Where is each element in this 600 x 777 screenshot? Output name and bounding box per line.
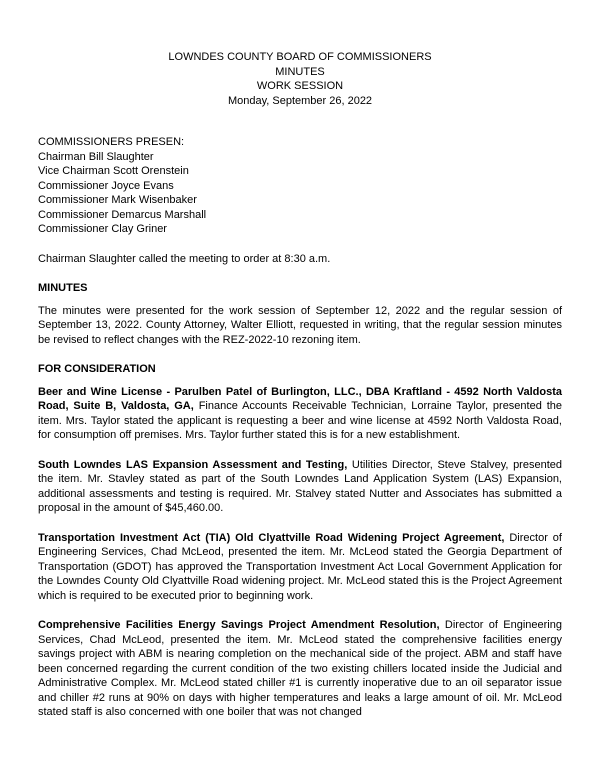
commissioner-name: Commissioner Mark Wisenbaker <box>38 194 197 206</box>
commissioner-name: Commissioner Demarcus Marshall <box>38 208 207 221</box>
consideration-item-body: Director of Engineering Services, Chad McLeod, presented the item. Mr. McLeod stated the Georgia Department of Transportation (GDOT) has approved the Transportation Investment Act Local Government Application for the Lowndes County Old Clyattville Road widening project. Mr. McLeod stated this is the Project Agreement which is required to be executed prior to beginning work. <box>38 531 562 602</box>
section-heading-for-consideration: FOR CONSIDERATION <box>38 363 156 375</box>
commissioner-name: Chairman Bill Slaughter <box>38 150 154 163</box>
consideration-item-beer-wine-license <box>38 385 562 443</box>
header-date: Monday, September 26, 2022 <box>227 94 373 107</box>
header-session-type: WORK SESSION <box>256 80 344 92</box>
consideration-item-body: Director of Engineering Services, Chad McLeod, presented the item. Mr. McLeod stated the comprehensive facilities energy savings project with ABM is nearing completion on the mechanical side of the project. ABM and staff have been concerned regarding the current condition of the two existing chillers located inside the Judicial and Administrative Complex. Mr. McLeod stated chiller #1 is currently inoperative due to an oil separator issue and chiller #2 runs at 90% on days with higher temperatures and leaks a large amount of oil. Mr. McLeod stated staff is also concerned with one boiler that was not changed <box>38 619 562 718</box>
commissioners-present-label: COMMISSIONERS PRESEN: <box>38 136 185 148</box>
consideration-item-las-expansion <box>38 458 562 516</box>
commissioner-name: Vice Chairman Scott Orenstein <box>38 165 189 177</box>
consideration-item-energy-savings <box>38 618 562 720</box>
header-org-name: LOWNDES COUNTY BOARD OF COMMISSIONERS <box>168 51 432 63</box>
consideration-item-body: Utilities Director, Steve Stalvey, presented the item. Mr. Stavley stated as part of the South Lowndes Land Application System (LAS) Expansion, additional assessments and testing is required. Mr. Stalvey stated Nutter and Associates has submitted a proposal in the amount of $45,460.00. <box>38 458 562 514</box>
consideration-item-title: Comprehensive Facilities Energy Savings Project Amendment Resolution, <box>38 619 440 631</box>
call-to-order-line: Chairman Slaughter called the meeting to order at 8:30 a.m. <box>38 252 331 265</box>
consideration-item-tia-road-widening <box>38 531 562 604</box>
commissioners-present-section <box>38 135 562 237</box>
minutes-paragraph: The minutes were presented for the work session of September 12, 2022 and the regular session of September 13, 2022. County Attorney, Walter Elliott, requested in writing, that the regular session minutes be revised to reflect changes with the REZ-2022-10 rezoning item. <box>38 304 562 346</box>
section-heading-minutes: MINUTES <box>38 282 88 294</box>
header-doc-type: MINUTES <box>275 65 325 78</box>
commissioner-name: Commissioner Clay Griner <box>38 223 167 235</box>
document-header <box>38 50 562 108</box>
consideration-item-title: Beer and Wine License - Parulben Patel of Burlington, LLC., DBA Kraftland - 4592 North Valdosta Road, Suite B, Valdosta, GA, <box>38 385 562 412</box>
consideration-item-title: Transportation Investment Act (TIA) Old Clyattville Road Widening Project Agreement, <box>38 531 505 544</box>
commissioner-name: Commissioner Joyce Evans <box>38 179 174 192</box>
consideration-item-title: South Lowndes LAS Expansion Assessment and Testing, <box>38 458 348 471</box>
consideration-item-body: Finance Accounts Receivable Technician, Lorraine Taylor, presented the item. Mrs. Taylor stated the applicant is requesting a beer and wine license at 4592 North Valdosta Road, for consumption off premises. Mrs. Taylor further stated this is for a new establishment. <box>38 400 562 441</box>
